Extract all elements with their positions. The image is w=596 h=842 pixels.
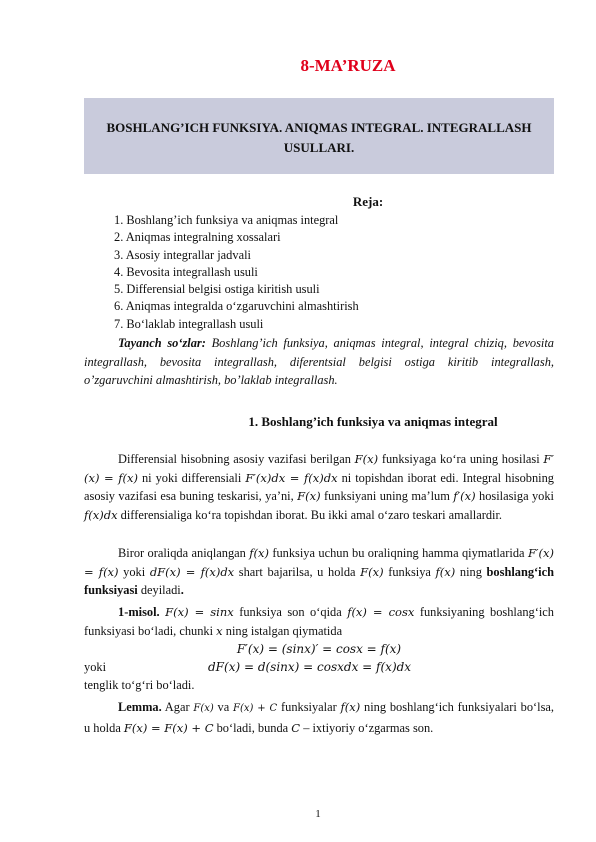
text: Differensial hisobning asosiy vazifasi berilgan: [118, 452, 355, 466]
chapter-heading: 8-MA’RUZA: [300, 56, 396, 75]
math: f(x)dx: [84, 507, 118, 522]
text: deyiladi: [137, 583, 181, 597]
text: ni yoki differensiali: [137, 470, 246, 485]
text: funksiyaga ko‘ra uning hosilasi: [378, 452, 544, 466]
bold-term: boshlang‘ich funksiyasi: [84, 564, 555, 597]
math: F′(x)dx = f(x)dx: [245, 470, 338, 485]
yoki-text: yoki: [84, 660, 107, 674]
math: f(x): [435, 564, 456, 579]
text: – ixtiyoriy o‘zgarmas son.: [300, 720, 434, 735]
text: funksiya son o‘qida: [233, 605, 348, 619]
text: shart bajarilsa, u holda: [234, 564, 361, 579]
math: F(x): [193, 703, 214, 714]
text: funksiya uchun bu oraliqning hamma qiymatlarida: [268, 546, 528, 560]
lecture-title: BOSHLANG’ICH FUNKSIYA. ANIQMAS INTEGRAL. INTEGRALLASH USULLARI.: [106, 120, 532, 155]
text: funksiyaning boshlang‘ich funksiyasi bo‘ladi, chunki: [84, 605, 555, 638]
page-number: 1: [315, 808, 321, 820]
text: Biror oraliqda aniqlangan: [118, 546, 250, 560]
lecture-title-box: [84, 98, 554, 174]
example-paragraph: [84, 603, 554, 640]
math: F(x) = F(x) + C: [123, 720, 214, 735]
text: .: [180, 583, 184, 597]
lemma-label: Lemma.: [118, 700, 162, 714]
example-label: 1-misol.: [118, 605, 160, 619]
math: F(x) = sinx: [165, 605, 234, 619]
text: va: [213, 700, 234, 714]
plan-heading: Reja:: [352, 194, 384, 209]
text: yoki: [118, 564, 150, 579]
plan-item: 2. Aniqmas integralning xossalari: [114, 230, 281, 245]
math: f(x): [249, 546, 269, 560]
formula-1: F′(x) = (sinx)′ = cosx = f(x): [236, 642, 402, 656]
math: f(x): [340, 700, 361, 714]
text: funksiyalar: [277, 700, 341, 714]
text: ning istalgan qiymatida: [222, 623, 343, 638]
text: ning boshlang‘ich funksiyalari bo‘lsa, u holda: [84, 700, 555, 735]
math: C: [291, 720, 301, 735]
text: funksiyani uning ma’lum: [320, 489, 454, 503]
math: F(x): [297, 489, 321, 503]
lemma-paragraph: [84, 698, 554, 738]
plan-item: 1. Boshlang’ich funksiya va aniqmas integral: [114, 213, 339, 227]
keywords-label: Tayanch so‘zlar:: [118, 336, 206, 350]
text: funksiya: [383, 564, 436, 579]
math: F′(x) = f(x): [84, 546, 554, 579]
math: f′(x): [453, 489, 476, 503]
paragraph-1: [84, 450, 554, 524]
text: differensialiga ko‘ra topishdan iborat. Bu ikki amal o‘zaro teskari amallardir.: [117, 507, 503, 522]
example-conclusion: tenglik to‘g‘ri bo‘ladi.: [84, 678, 195, 692]
math: dF(x) = f(x)dx: [149, 564, 235, 579]
keywords-text: Boshlang’ich funksiya, aniqmas integral, integral chiziq, bevosita integrallash, bevosita integrallash, diferentsial belgisi ostiga kiritib integrallash, o’zgaruvchini almashtirish, bo’laklab integrallash.: [84, 336, 554, 387]
text: bo‘ladi, bunda: [213, 720, 292, 735]
text: hosilasiga yoki: [475, 489, 555, 503]
math: f(x) = cosx: [347, 605, 415, 619]
text: Agar: [161, 700, 194, 714]
plan-list: [114, 212, 359, 333]
math: F(x) + C: [233, 703, 278, 714]
math: x: [216, 623, 223, 638]
section-title: 1. Boshlang’ich funksiya va aniqmas integral: [248, 414, 498, 429]
paragraph-2: [84, 544, 554, 600]
keywords-paragraph: [84, 334, 554, 390]
plan-item: 7. Bo‘laklab integrallash usuli: [114, 316, 264, 331]
formula-2: dF(x) = d(sinx) = cosxdx = f(x)dx: [208, 660, 412, 674]
plan-item: 6. Aniqmas integralda o‘zgaruvchini almashtirish: [114, 299, 359, 314]
math: F(x): [354, 452, 379, 466]
text: ning: [455, 564, 487, 579]
plan-item: 5. Differensial belgisi ostiga kiritish usuli: [114, 282, 320, 297]
plan-item: 4. Bevosita integrallash usuli: [114, 264, 258, 279]
plan-item: 3. Asosiy integrallar jadvali: [114, 247, 251, 262]
formula-2-line: [84, 660, 554, 675]
math: F′(x) = f(x): [84, 452, 554, 485]
math: F(x): [360, 564, 384, 579]
text: ni topishdan iborat edi. Integral hisobning asosiy vazifasi esa buning teskarisi, ya’ni,: [84, 470, 555, 503]
